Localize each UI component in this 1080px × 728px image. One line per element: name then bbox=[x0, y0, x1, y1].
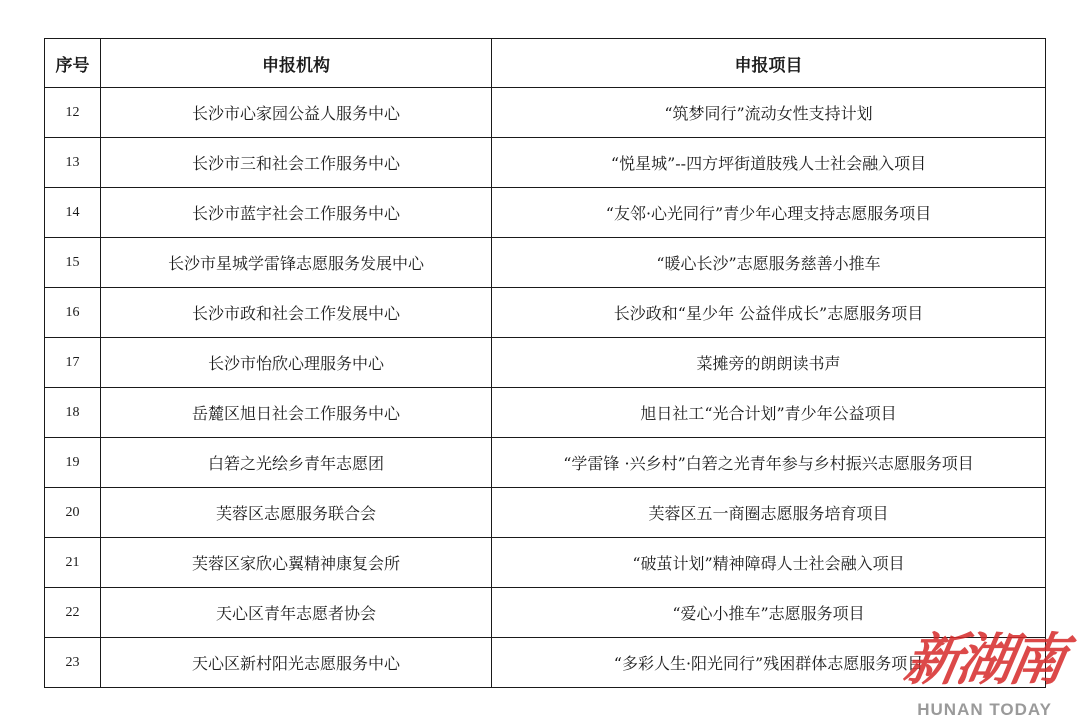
row-number: 20 bbox=[45, 488, 101, 538]
row-organization: 芙蓉区志愿服务联合会 bbox=[101, 488, 492, 538]
row-organization: 长沙市星城学雷锋志愿服务发展中心 bbox=[101, 238, 492, 288]
row-project: “多彩人生·阳光同行”残困群体志愿服务项目 bbox=[492, 638, 1046, 688]
row-project: “学雷锋 ·兴乡村”白箬之光青年参与乡村振兴志愿服务项目 bbox=[492, 438, 1046, 488]
row-organization: 长沙市蓝宇社会工作服务中心 bbox=[101, 188, 492, 238]
table-row bbox=[45, 638, 1046, 688]
table-row bbox=[45, 388, 1046, 438]
row-project: 长沙政和“星少年 公益伴成长”志愿服务项目 bbox=[492, 288, 1046, 338]
table-row bbox=[45, 138, 1046, 188]
row-number: 21 bbox=[45, 538, 101, 588]
row-number: 22 bbox=[45, 588, 101, 638]
row-project: “友邻·心光同行”青少年心理支持志愿服务项目 bbox=[492, 188, 1046, 238]
watermark-text: HUNAN TODAY bbox=[917, 700, 1052, 719]
row-number: 15 bbox=[45, 238, 101, 288]
row-organization: 白箬之光绘乡青年志愿团 bbox=[101, 438, 492, 488]
row-number: 19 bbox=[45, 438, 101, 488]
row-project: “悦星城”--四方坪街道肢残人士社会融入项目 bbox=[492, 138, 1046, 188]
row-organization: 芙蓉区家欣心翼精神康复会所 bbox=[101, 538, 492, 588]
row-organization: 长沙市怡欣心理服务中心 bbox=[101, 338, 492, 388]
row-number: 23 bbox=[45, 638, 101, 688]
row-number: 12 bbox=[45, 88, 101, 138]
table-row bbox=[45, 538, 1046, 588]
row-number: 18 bbox=[45, 388, 101, 438]
row-organization: 长沙市政和社会工作发展中心 bbox=[101, 288, 492, 338]
row-project: “爱心小推车”志愿服务项目 bbox=[492, 588, 1046, 638]
table-row bbox=[45, 438, 1046, 488]
table-row bbox=[45, 288, 1046, 338]
table-row bbox=[45, 488, 1046, 538]
row-organization: 天心区新村阳光志愿服务中心 bbox=[101, 638, 492, 688]
table-row bbox=[45, 338, 1046, 388]
row-number: 14 bbox=[45, 188, 101, 238]
table-header-row bbox=[45, 39, 1046, 88]
row-number: 17 bbox=[45, 338, 101, 388]
table-row bbox=[45, 88, 1046, 138]
row-project: 旭日社工“光合计划”青少年公益项目 bbox=[492, 388, 1046, 438]
header-organization: 申报机构 bbox=[101, 39, 492, 88]
row-project: 菜摊旁的朗朗读书声 bbox=[492, 338, 1046, 388]
table-row bbox=[45, 588, 1046, 638]
header-number: 序号 bbox=[45, 39, 101, 88]
row-organization: 天心区青年志愿者协会 bbox=[101, 588, 492, 638]
row-number: 13 bbox=[45, 138, 101, 188]
table-row bbox=[45, 188, 1046, 238]
row-organization: 长沙市心家园公益人服务中心 bbox=[101, 88, 492, 138]
row-project: “破茧计划”精神障碍人士社会融入项目 bbox=[492, 538, 1046, 588]
row-organization: 长沙市三和社会工作服务中心 bbox=[101, 138, 492, 188]
row-number: 16 bbox=[45, 288, 101, 338]
table-row bbox=[45, 238, 1046, 288]
row-organization: 岳麓区旭日社会工作服务中心 bbox=[101, 388, 492, 438]
row-project: 芙蓉区五一商圈志愿服务培育项目 bbox=[492, 488, 1046, 538]
hunan-logo-icon: 新湖南 bbox=[899, 627, 1068, 693]
row-project: “暖心长沙”志愿服务慈善小推车 bbox=[492, 238, 1046, 288]
header-project: 申报项目 bbox=[492, 39, 1046, 88]
row-project: “筑梦同行”流动女性支持计划 bbox=[492, 88, 1046, 138]
applicant-table bbox=[44, 38, 1046, 688]
